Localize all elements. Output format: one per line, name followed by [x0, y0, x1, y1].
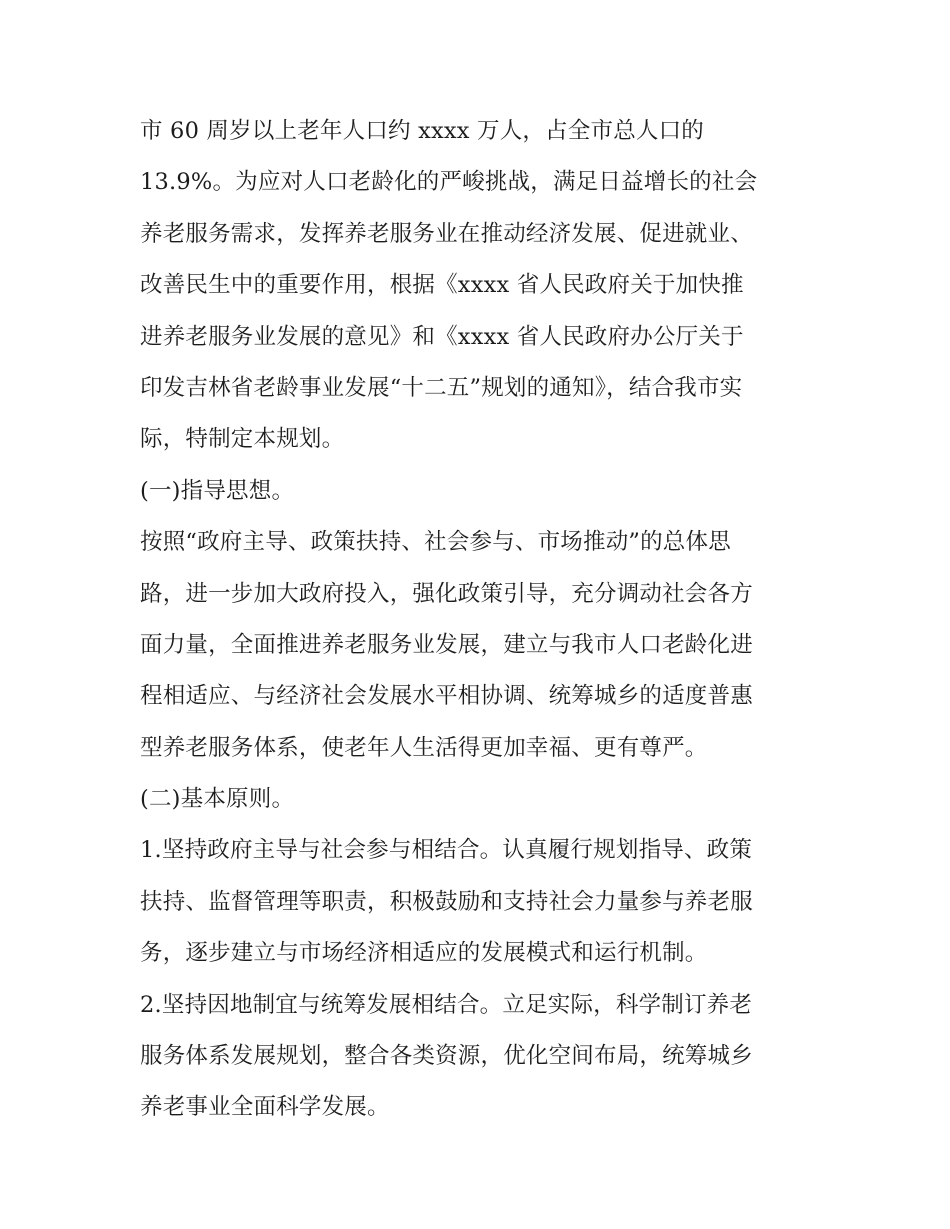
- text-line: 13.9%。为应对人口老龄化的严峻挑战，满足日益增长的社会: [140, 169, 758, 196]
- section-heading: (二)基本原则。: [140, 786, 295, 813]
- text-line: 改善民生中的重要作用，根据《xxxx 省人民政府关于加快推: [140, 272, 744, 299]
- text-line: 按照“政府主导、政策扶持、社会参与、市场推动”的总体思: [140, 529, 731, 556]
- text-line: 路，进一步加大政府投入，强化政策引导，充分调动社会各方: [140, 580, 753, 607]
- text-line: 型养老服务体系，使老年人生活得更加幸福、更有尊严。: [140, 734, 708, 761]
- text-line: 2.坚持因地制宜与统筹发展相结合。立足实际，科学制订养老: [140, 991, 753, 1018]
- text-line: 进养老服务业发展的意见》和《xxxx 省人民政府办公厅关于: [140, 323, 744, 350]
- text-line: 际，特制定本规划。: [140, 426, 345, 453]
- text-line: 养老事业全面科学发展。: [140, 1094, 390, 1121]
- text-line: 印发吉林省老龄事业发展“十二五”规划的通知》，结合我市实: [140, 374, 743, 401]
- text-line: 面力量，全面推进养老服务业发展，建立与我市人口老龄化进: [140, 631, 753, 658]
- text-line: 扶持、监督管理等职责，积极鼓励和支持社会力量参与养老服: [140, 888, 753, 915]
- text-line: 程相适应、与经济社会发展水平相协调、统筹城乡的适度普惠: [140, 683, 753, 710]
- text-line: 务，逐步建立与市场经济相适应的发展模式和运行机制。: [140, 940, 708, 967]
- text-line: 养老服务需求，发挥养老服务业在推动经济发展、促进就业、: [140, 220, 753, 247]
- text-line: 1.坚持政府主导与社会参与相结合。认真履行规划指导、政策: [140, 837, 753, 864]
- text-line: 市 60 周岁以上老年人口约 xxxx 万人，占全市总人口的: [140, 118, 704, 144]
- document-body: [140, 106, 820, 1134]
- text-line: 服务体系发展规划，整合各类资源，优化空间布局，统筹城乡: [140, 1043, 753, 1070]
- section-heading: (一)指导思想。: [140, 477, 295, 504]
